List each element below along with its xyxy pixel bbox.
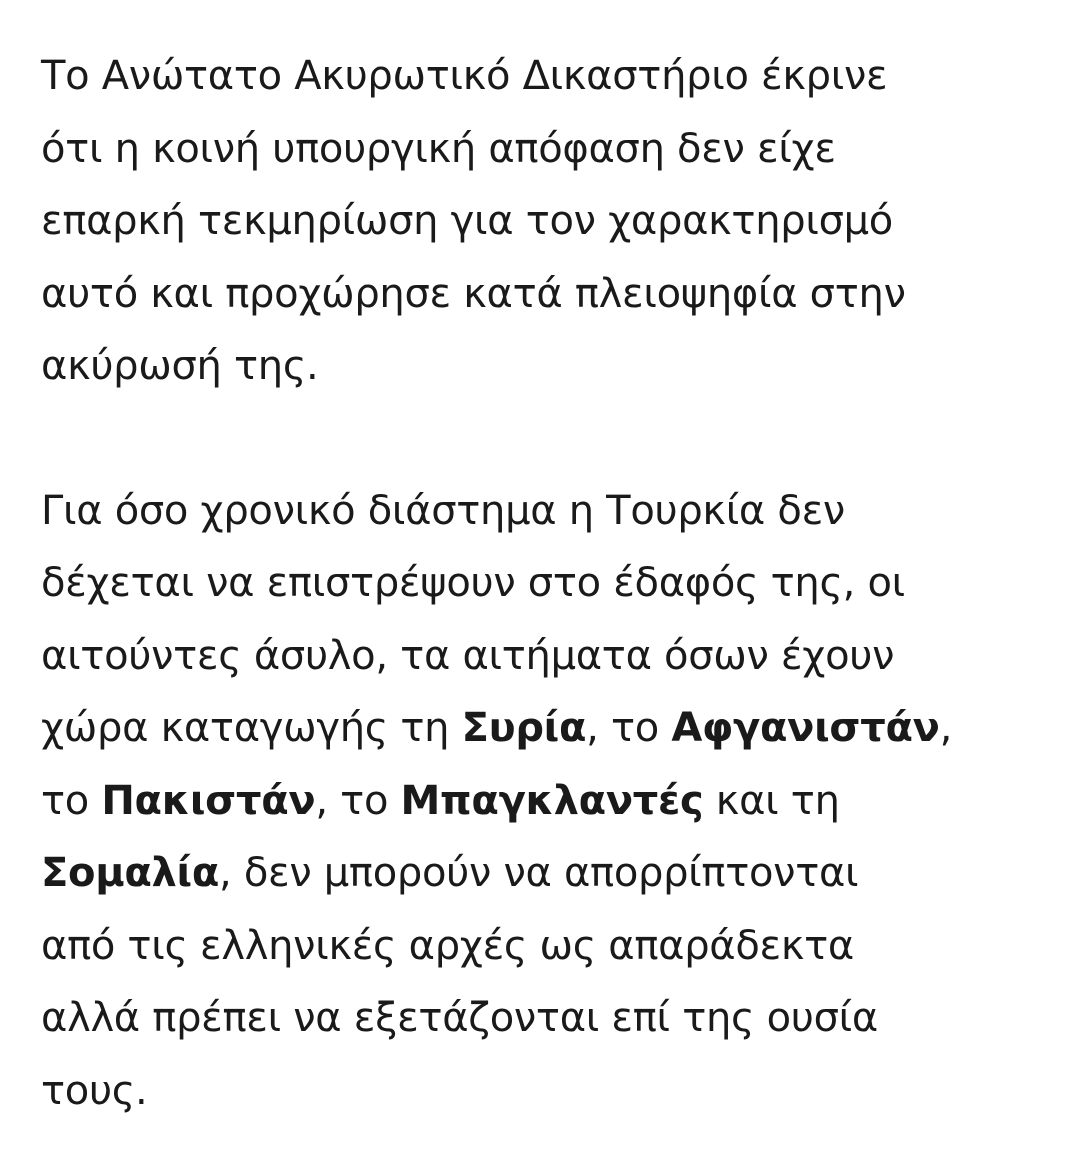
text-fragment: το — [41, 777, 102, 824]
text-fragment: και τη — [703, 777, 840, 824]
text-line: τους. — [41, 1067, 148, 1114]
country-pakistan: Πακιστάν — [101, 777, 316, 824]
text-line: αυτό και προχώρησε κατά πλειοψηφία στην — [41, 270, 906, 317]
text-line: δέχεται να επιστρέψουν στο έδαφός της, οι — [41, 560, 905, 606]
text-line: επαρκή τεκμηρίωση για τον χαρακτηρισμό — [41, 198, 893, 244]
text-fragment: , δεν μπορούν να απορρίπτονται — [219, 850, 859, 896]
text-fragment: χώρα καταγωγής τη — [41, 705, 462, 751]
text-line: Το Ανώτατο Ακυρωτικό Δικαστήριο έκρινε — [41, 53, 888, 99]
country-bangladesh: Μπαγκλαντές — [400, 777, 704, 824]
text-line: από τις ελληνικές αρχές ως απαράδεκτα — [41, 922, 854, 969]
article-body — [41, 40, 1041, 1127]
text-line: αλλά πρέπει να εξετάζονται επί της ουσία — [41, 995, 878, 1041]
text-line — [41, 692, 1041, 765]
text-fragment: , το — [315, 777, 401, 824]
country-syria: Συρία — [461, 705, 587, 751]
text-line: Για όσο χρονικό διάστημα η Τουρκία δεν — [41, 487, 845, 534]
text-line: αιτούντες άσυλο, τα αιτήματα όσων έχουν — [41, 632, 895, 679]
paragraph-court-ruling — [41, 40, 1041, 403]
text-line — [41, 837, 1041, 910]
paragraph-asylum-countries — [41, 475, 1041, 1128]
text-line: ακύρωσή της. — [41, 343, 319, 389]
country-somalia: Σομαλία — [41, 850, 219, 896]
text-line — [41, 765, 1041, 838]
text-line: ότι η κοινή υπουργική απόφαση δεν είχε — [41, 125, 836, 172]
text-fragment: , το — [586, 705, 672, 751]
text-fragment: , — [939, 705, 952, 751]
country-afghanistan: Αφγανιστάν — [671, 705, 940, 751]
